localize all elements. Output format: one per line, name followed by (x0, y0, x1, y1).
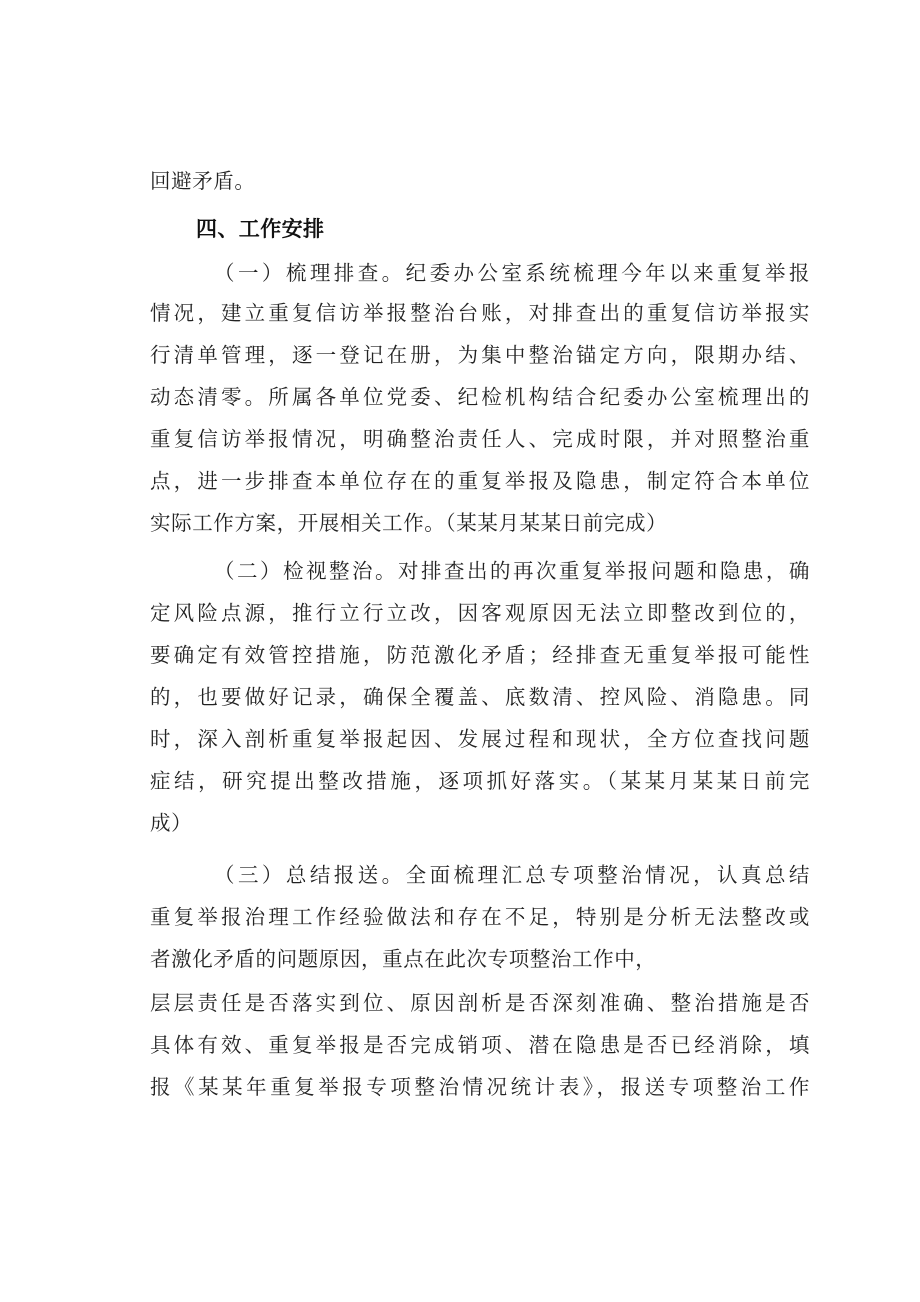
paragraph-2-line: 定风险点源，推行立行立改，因客观原因无法立即整改到位的， (150, 601, 810, 625)
paragraph-3-line: 报《某某年重复举报专项整治情况统计表》，报送专项整治工作 (150, 1075, 810, 1099)
paragraph-1-line: 点，进一步排查本单位存在的重复举报及隐患，制定符合本单位 (150, 469, 810, 493)
paragraph-3-line: 具体有效、重复举报是否完成销项、潜在隐患是否已经消除，填 (150, 1033, 810, 1057)
paragraph-2-line: 的，也要做好记录，确保全覆盖、底数清、控风险、消隐患。同 (150, 685, 810, 709)
paragraph-3-line: 层层责任是否落实到位、原因剖析是否深刻准确、整治措施是否 (150, 991, 810, 1015)
paragraph-1-line: （一）梳理排查。纪委办公室系统梳理今年以来重复举报 (214, 261, 810, 285)
paragraph-1-line: 情况，建立重复信访举报整治台账，对排查出的重复信访举报实 (150, 301, 810, 325)
paragraph-3-line: （三）总结报送。全面梳理汇总专项整治情况，认真总结 (214, 863, 810, 887)
paragraph-1-line: 动态清零。所属各单位党委、纪检机构结合纪委办公室梳理出的 (150, 385, 810, 409)
section-heading: 四、工作安排 (196, 217, 325, 241)
text-line: 回避矛盾。 (150, 169, 256, 193)
paragraph-2-line: 时，深入剖析重复举报起因、发展过程和现状，全方位查找问题 (150, 727, 810, 751)
paragraph-3-line: 者激化矛盾的问题原因，重点在此次专项整治工作中， (150, 947, 657, 971)
paragraph-2-line: 成） (150, 811, 193, 835)
paragraph-2-line: （二）检视整治。对排查出的再次重复举报问题和隐患，确 (214, 559, 810, 583)
paragraph-2-line: 症结，研究提出整改措施，逐项抓好落实。（某某月某某日前完 (150, 769, 810, 793)
paragraph-1-line: 行清单管理，逐一登记在册，为集中整治锚定方向，限期办结、 (150, 343, 810, 367)
paragraph-3-line: 重复举报治理工作经验做法和存在不足，特别是分析无法整改或 (150, 905, 810, 929)
paragraph-1-line: 实际工作方案，开展相关工作。（某某月某某日前完成） (150, 511, 668, 535)
paragraph-1-line: 重复信访举报情况，明确整治责任人、完成时限，并对照整治重 (150, 427, 810, 451)
paragraph-2-line: 要确定有效管控措施，防范激化矛盾；经排查无重复举报可能性 (150, 643, 810, 667)
